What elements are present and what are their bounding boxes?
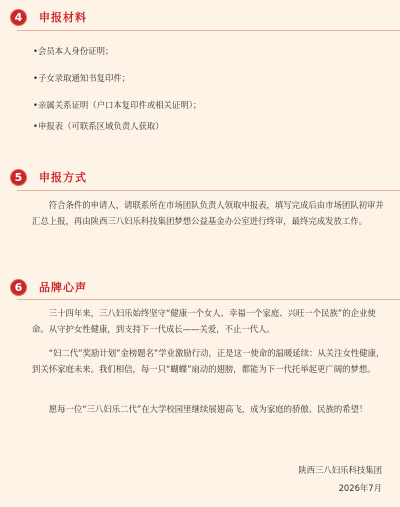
section-title: 申报材料 [39, 11, 87, 24]
signature-org: 陕西三八妇乐科技集团 [298, 465, 382, 475]
material-item: •申报表（可联系区域负责人获取） [33, 121, 164, 131]
section-number-badge: 4 [10, 9, 27, 26]
voice-paragraph: 三十四年来，三八妇乐始终坚守“健康一个女人、幸福一个家庭、兴旺一个民族”的企业使命。从守护女性健康，到支持下一代成长——关爱，不止一代人。 [32, 308, 376, 334]
section-title: 申报方式 [39, 171, 87, 184]
section-divider [17, 30, 400, 31]
signature-date: 2026年7月 [338, 483, 382, 493]
material-item: •会员本人身份证明； [33, 46, 114, 56]
section-header-method [10, 166, 87, 188]
section-number-badge: 5 [10, 169, 27, 186]
section-title: 品牌心声 [39, 281, 87, 294]
section-number-badge: 6 [10, 279, 27, 296]
section-divider [17, 190, 400, 191]
section-header-voice [10, 276, 87, 298]
section-divider [17, 299, 400, 300]
voice-paragraph: “妇二代”奖励计划”金榜题名”学业激励行动，正是这一使命的温暖延续：从关注女性健康，到关怀家庭未来。我们相信，每一只“蝴蝶”扇动的翅膀，都能为下一代托举起更广阔的梦想。 [32, 348, 385, 374]
section-header-materials [10, 6, 87, 28]
material-item: •子女录取通知书复印件； [33, 73, 131, 83]
method-paragraph: 符合条件的申请人，请联系所在市场团队负责人领取申报表，填写完成后由市场团队初审并汇总上报，再由陕西三八妇乐科技集团梦想公益基金办公室进行终审，最终完成发放工作。 [32, 200, 384, 226]
voice-paragraph: 愿每一位“三八妇乐二代”在大学校园里继续展翅高飞，成为家庭的骄傲、民族的希望！ [48, 404, 368, 414]
material-item: •亲属关系证明（户口本复印件或相关证明）； [33, 100, 202, 110]
